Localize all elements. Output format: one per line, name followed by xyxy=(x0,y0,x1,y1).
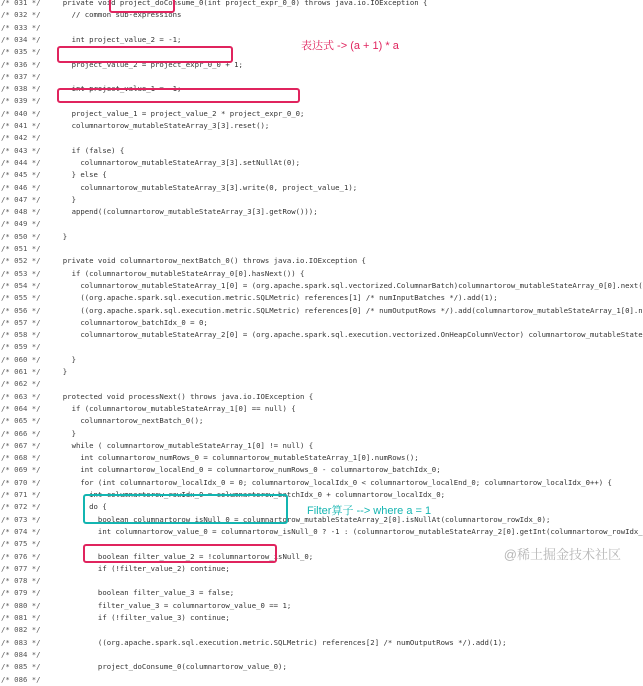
code-line xyxy=(0,157,627,169)
code-line xyxy=(0,292,627,304)
code-line xyxy=(0,378,627,390)
code-text: } xyxy=(54,231,68,241)
line-number: /* 034 */ xyxy=(1,34,41,44)
code-text: if (!filter_value_2) continue; xyxy=(54,563,230,573)
line-number: /* 072 */ xyxy=(1,502,41,512)
line-number: /* 054 */ xyxy=(1,280,41,290)
code-text: columnartorow_mutableStateArray_3[3].reset(); xyxy=(54,121,270,130)
code-line xyxy=(0,231,627,243)
line-number: /* 064 */ xyxy=(1,403,41,413)
code-text: int project_value_1 = -1; xyxy=(54,84,182,94)
code-line xyxy=(0,0,627,9)
highlight-box-doconsume-signature xyxy=(109,0,175,13)
code-line xyxy=(0,132,627,144)
highlight-box-project-value-2 xyxy=(57,46,233,63)
line-number: /* 046 */ xyxy=(1,182,41,192)
line-number: /* 041 */ xyxy=(1,121,41,130)
code-line xyxy=(0,452,627,464)
code-text: boolean filter_value_2 = !columnartorow_isNull_0; xyxy=(54,551,314,561)
line-number: /* 039 */ xyxy=(1,96,41,106)
code-line xyxy=(0,649,627,661)
code-text: int columnartorow_value_0 = columnartorow_isNull_0 ? -1 : (columnartorow_mutableStateArray_2[0].getInt(columnartorow_rowIdx_ xyxy=(54,526,643,536)
highlight-box-doconsume-call xyxy=(83,544,277,563)
line-number: /* 086 */ xyxy=(1,674,41,684)
code-text: ((org.apache.spark.sql.execution.metric.SQLMetric) references[0] /* numOutputRows */).add(columnartorow_mutableStateArray_1[0].n xyxy=(54,305,643,315)
line-number: /* 067 */ xyxy=(1,440,41,450)
line-number: /* 071 */ xyxy=(1,490,41,499)
code-text: project_value_2 = project_expr_0_0 + 1; xyxy=(54,59,243,69)
code-text: } xyxy=(54,194,76,204)
code-line xyxy=(0,624,627,636)
code-text: if (columnartorow_mutableStateArray_0[0].hasNext()) { xyxy=(54,268,305,278)
line-number: /* 065 */ xyxy=(1,416,41,426)
line-number: /* 045 */ xyxy=(1,170,41,180)
code-line xyxy=(0,120,627,132)
line-number: /* 063 */ xyxy=(1,391,41,401)
code-line xyxy=(0,477,627,489)
line-number: /* 084 */ xyxy=(1,649,41,659)
code-text: int columnartorow_rowIdx_0 = columnartorow_batchIdx_0 + columnartorow_localIdx_0; xyxy=(54,490,445,499)
line-number: /* 060 */ xyxy=(1,354,41,364)
line-number: /* 080 */ xyxy=(1,600,41,610)
code-line xyxy=(0,9,627,21)
code-text: int columnartorow_localEnd_0 = columnartorow_numRows_0 - columnartorow_batchIdx_0; xyxy=(54,465,441,475)
code-text: protected void processNext() throws java.io.IOException { xyxy=(54,391,314,401)
code-line xyxy=(0,243,627,255)
code-text: ((org.apache.spark.sql.execution.metric.SQLMetric) references[2] /* numOutputRows */).add(1); xyxy=(54,637,507,647)
line-number: /* 047 */ xyxy=(1,194,41,204)
highlight-box-filter xyxy=(83,494,288,524)
code-line xyxy=(0,108,627,120)
line-number: /* 078 */ xyxy=(1,576,41,586)
code-line xyxy=(0,329,643,341)
code-text: append((columnartorow_mutableStateArray_3[3].getRow())); xyxy=(54,207,318,217)
code-line xyxy=(0,268,627,280)
line-number: /* 051 */ xyxy=(1,244,41,253)
code-text: columnartorow_mutableStateArray_3[3].write(0, project_value_1); xyxy=(54,182,358,192)
code-line xyxy=(0,415,627,427)
code-line xyxy=(0,661,627,673)
code-line xyxy=(0,464,627,476)
code-line xyxy=(0,428,627,440)
line-number: /* 082 */ xyxy=(1,625,41,635)
line-number: /* 073 */ xyxy=(1,514,41,524)
line-number: /* 032 */ xyxy=(1,10,41,20)
line-number: /* 055 */ xyxy=(1,293,41,303)
line-number: /* 056 */ xyxy=(1,305,41,315)
line-number: /* 033 */ xyxy=(1,22,41,32)
code-line xyxy=(0,575,627,587)
code-text: ((org.apache.spark.sql.execution.metric.SQLMetric) references[1] /* numInputBatches */).add(1); xyxy=(54,293,498,303)
line-number: /* 079 */ xyxy=(1,588,41,598)
code-text: boolean filter_value_3 = false; xyxy=(54,588,235,598)
code-text: private void project_doConsume_0(int project_expr_0_0) throws java.io.IOException { xyxy=(54,0,428,7)
code-line xyxy=(0,563,627,575)
line-number: /* 052 */ xyxy=(1,256,41,266)
code-line xyxy=(0,674,627,686)
code-text: for (int columnartorow_localIdx_0 = 0; columnartorow_localIdx_0 < columnartorow_localEnd_0; columnartorow_localIdx_0++) { xyxy=(54,477,612,487)
line-number: /* 035 */ xyxy=(1,47,41,57)
line-number: /* 070 */ xyxy=(1,477,41,487)
code-text: columnartorow_batchIdx_0 = 0; xyxy=(54,317,208,327)
line-number: /* 069 */ xyxy=(1,465,41,475)
line-number: /* 062 */ xyxy=(1,379,41,389)
line-number: /* 043 */ xyxy=(1,145,41,155)
code-line xyxy=(0,255,627,267)
code-line xyxy=(0,403,627,415)
code-line xyxy=(0,354,627,366)
line-number: /* 042 */ xyxy=(1,133,41,143)
line-number: /* 074 */ xyxy=(1,526,41,536)
code-line xyxy=(0,305,643,317)
line-number: /* 066 */ xyxy=(1,428,41,438)
code-line xyxy=(0,587,627,599)
code-line xyxy=(0,366,627,378)
code-line xyxy=(0,391,627,403)
code-line xyxy=(0,317,627,329)
code-line xyxy=(0,169,627,181)
line-number: /* 061 */ xyxy=(1,367,41,376)
code-text: project_value_1 = project_value_2 * project_expr_0_0; xyxy=(54,108,305,118)
line-number: /* 038 */ xyxy=(1,84,41,94)
line-number: /* 068 */ xyxy=(1,453,41,463)
line-number: /* 059 */ xyxy=(1,342,41,352)
watermark: @稀土掘金技术社区 xyxy=(503,547,621,562)
filter-annotation: Filter算子 --> where a = 1 xyxy=(307,505,432,517)
line-number: /* 076 */ xyxy=(1,551,41,561)
project-annotation: 表达式 -> (a + 1) * a xyxy=(301,40,399,52)
code-line xyxy=(0,145,627,157)
code-text: columnartorow_mutableStateArray_1[0] = (org.apache.spark.sql.vectorized.ColumnarBatch)columnartorow_mutableStateArray_0[0].next( xyxy=(54,280,643,290)
code-line xyxy=(0,71,627,83)
code-text: project_doConsume_0(columnartorow_value_0); xyxy=(54,662,287,672)
line-number: /* 037 */ xyxy=(1,71,41,81)
code-line xyxy=(0,194,627,206)
code-line xyxy=(0,280,643,292)
code-line xyxy=(0,637,627,649)
code-line xyxy=(0,206,627,218)
code-line xyxy=(0,22,627,34)
line-number: /* 036 */ xyxy=(1,59,41,69)
code-text: while ( columnartorow_mutableStateArray_1[0] != null) { xyxy=(54,440,314,450)
code-line xyxy=(0,218,627,230)
code-line xyxy=(0,440,627,452)
code-text: columnartorow_mutableStateArray_3[3].setNullAt(0); xyxy=(54,157,301,167)
line-number: /* 040 */ xyxy=(1,108,41,118)
code-text: if (false) { xyxy=(54,145,125,155)
line-number: /* 048 */ xyxy=(1,207,41,217)
code-text: } xyxy=(54,367,68,376)
line-number: /* 031 */ xyxy=(1,0,41,7)
code-line xyxy=(0,600,627,612)
code-text: filter_value_3 = columnartorow_value_0 == 1; xyxy=(54,600,292,610)
line-number: /* 083 */ xyxy=(1,637,41,647)
code-text: // common sub-expressions xyxy=(54,10,182,20)
line-number: /* 050 */ xyxy=(1,231,41,241)
code-text: } xyxy=(54,428,76,438)
code-line xyxy=(0,182,627,194)
code-text: } else { xyxy=(54,170,107,180)
code-text: columnartorow_nextBatch_0(); xyxy=(54,416,204,426)
highlight-box-project-value-1 xyxy=(57,88,300,103)
line-number: /* 044 */ xyxy=(1,157,41,167)
line-number: /* 058 */ xyxy=(1,330,41,340)
line-number: /* 077 */ xyxy=(1,563,41,573)
code-text: if (columnartorow_mutableStateArray_1[0] == null) { xyxy=(54,403,296,413)
code-line xyxy=(0,612,627,624)
code-line xyxy=(0,526,643,538)
code-text: int columnartorow_numRows_0 = columnartorow_mutableStateArray_1[0].numRows(); xyxy=(54,453,419,463)
line-number: /* 049 */ xyxy=(1,219,41,229)
code-text: do { xyxy=(54,502,107,512)
code-text: } xyxy=(54,354,76,364)
line-number: /* 053 */ xyxy=(1,268,41,278)
code-line xyxy=(0,341,627,353)
code-text: columnartorow_mutableStateArray_2[0] = (org.apache.spark.sql.execution.vectorized.OnHeapColumnVector) columnartorow_mutableState xyxy=(54,330,643,340)
line-number: /* 075 */ xyxy=(1,539,41,549)
code-text: private void columnartorow_nextBatch_0() throws java.io.IOException { xyxy=(54,256,366,266)
code-text: if (!filter_value_3) continue; xyxy=(54,613,230,622)
code-text: boolean columnartorow_isNull_0 = columnartorow_mutableStateArray_2[0].isNullAt(columnartorow_rowIdx_0); xyxy=(54,514,551,524)
line-number: /* 081 */ xyxy=(1,613,41,622)
code-text: int project_value_2 = -1; xyxy=(54,34,182,44)
line-number: /* 085 */ xyxy=(1,662,41,672)
line-number: /* 057 */ xyxy=(1,317,41,327)
